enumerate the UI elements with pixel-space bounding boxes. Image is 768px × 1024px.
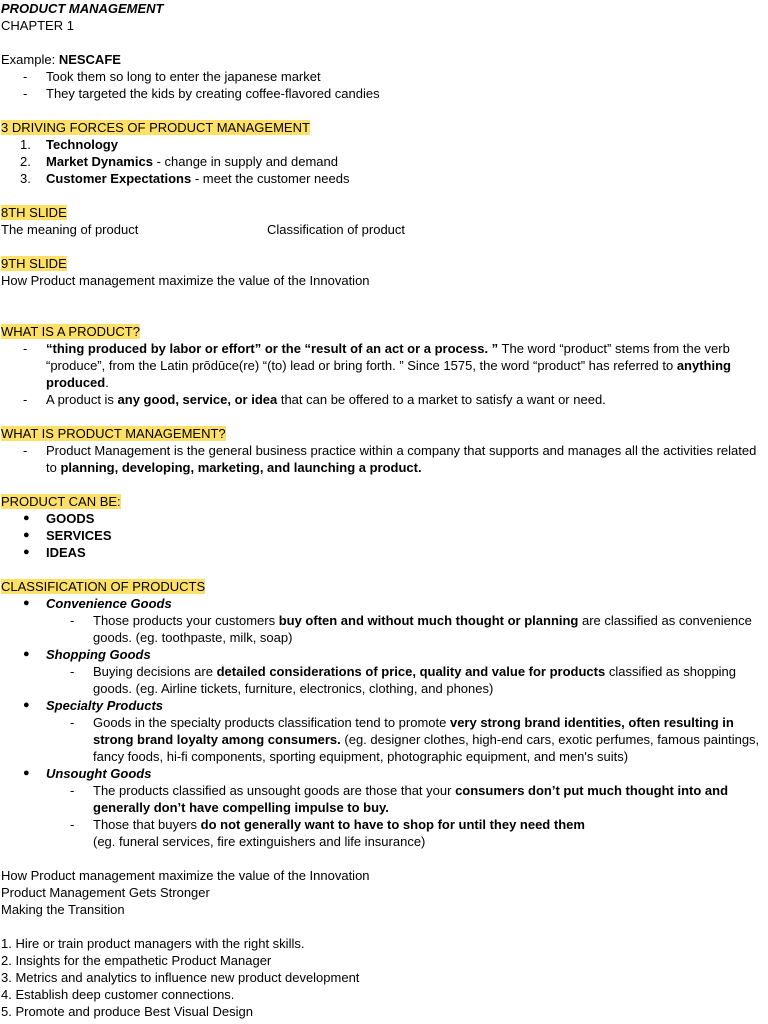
section-heading-what-product: WHAT IS A PRODUCT? [1, 324, 140, 339]
document-title: PRODUCT MANAGEMENT [1, 1, 164, 16]
list-item: 1. Technology [20, 137, 118, 152]
section-heading-what-pm: WHAT IS PRODUCT MANAGEMENT? [1, 426, 226, 441]
section-heading-slide8: 8TH SLIDE [1, 205, 67, 220]
footer-list-item: 4. Establish deep customer connections. [1, 987, 235, 1002]
list-item: - Product Management is the general business practice within a company that supports and manages all the activities related to planning, developing, marketing, and launching a product. [23, 443, 757, 475]
section-heading-classification: CLASSIFICATION OF PRODUCTS [1, 579, 206, 594]
list-item: - Took them so long to enter the japanese market [23, 69, 321, 84]
footer-line: How Product management maximize the value of the Innovation [1, 868, 370, 883]
section-heading-forces: 3 DRIVING FORCES OF PRODUCT MANAGEMENT [1, 120, 310, 135]
list-item: ● Unsought Goods [23, 766, 152, 781]
list-item: ● Shopping Goods [23, 647, 151, 662]
footer-line: Making the Transition [1, 902, 125, 917]
section-heading-can-be: PRODUCT CAN BE: [1, 494, 121, 509]
sub-list-item: - Goods in the specialty products classification tend to promote very strong brand identities, often resulting in strong brand loyalty among consumers. (eg. designer clothes, high-end cars, exotic perfumes, famous paintings, fancy foods, hi-fi components, sporting equipment, photographic equipment, and men's suits) [70, 715, 760, 764]
footer-list-item: 2. Insights for the empathetic Product Manager [1, 953, 272, 968]
footer-list-item: 5. Promote and produce Best Visual Design [1, 1004, 253, 1019]
list-item: ● Convenience Goods [23, 596, 172, 611]
sub-list-item: - Buying decisions are detailed considerations of price, quality and value for products classified as shopping goods. (eg. Airline tickets, furniture, electronics, clothing, and phones) [70, 664, 737, 696]
sub-list-item: - Those products your customers buy often and without much thought or planning are classified as convenience goods. (eg. toothpaste, milk, soap) [70, 613, 752, 645]
sub-list-item: - Those that buyers do not generally want to have to shop for until they need them (eg. funeral services, fire extinguishers and life insurance) [70, 817, 585, 849]
chapter-label: CHAPTER 1 [1, 18, 74, 33]
footer-list-item: 1. Hire or train product managers with the right skills. [1, 936, 305, 951]
slide9-text: How Product management maximize the value of the Innovation [1, 273, 370, 288]
list-item: 3. Customer Expectations - meet the customer needs [20, 171, 350, 186]
footer-line: Product Management Gets Stronger [1, 885, 210, 900]
list-item: ● GOODS [23, 511, 95, 526]
example-brand: NESCAFE [58, 52, 121, 67]
list-item: ● SERVICES [23, 528, 112, 543]
example-line: Example: NESCAFE [1, 52, 121, 67]
list-item: ● IDEAS [23, 545, 86, 560]
list-item: 2. Market Dynamics - change in supply and demand [20, 154, 338, 169]
list-item: ● Specialty Products [23, 698, 164, 713]
slide8-row: The meaning of product Classification of product [1, 222, 406, 237]
list-item: - They targeted the kids by creating coffee-flavored candies [23, 86, 380, 101]
section-heading-slide9: 9TH SLIDE [1, 256, 67, 271]
list-item: - “thing produced by labor or effort” or the “result of an act or a process. ” The word “product” stems from the verb “produce”, from the Latin prōdūce(re) “(to) lead or bring forth. ” Since 1575, the word “product” has referred to anything produced. [23, 341, 731, 390]
list-item: - A product is any good, service, or idea that can be offered to a market to satisfy a want or need. [23, 392, 606, 407]
sub-list-item: - The products classified as unsought goods are those that your consumers don’t put much thought into and generally don’t have compelling impulse to buy. [70, 783, 729, 815]
footer-list-item: 3. Metrics and analytics to influence new product development [1, 970, 360, 985]
